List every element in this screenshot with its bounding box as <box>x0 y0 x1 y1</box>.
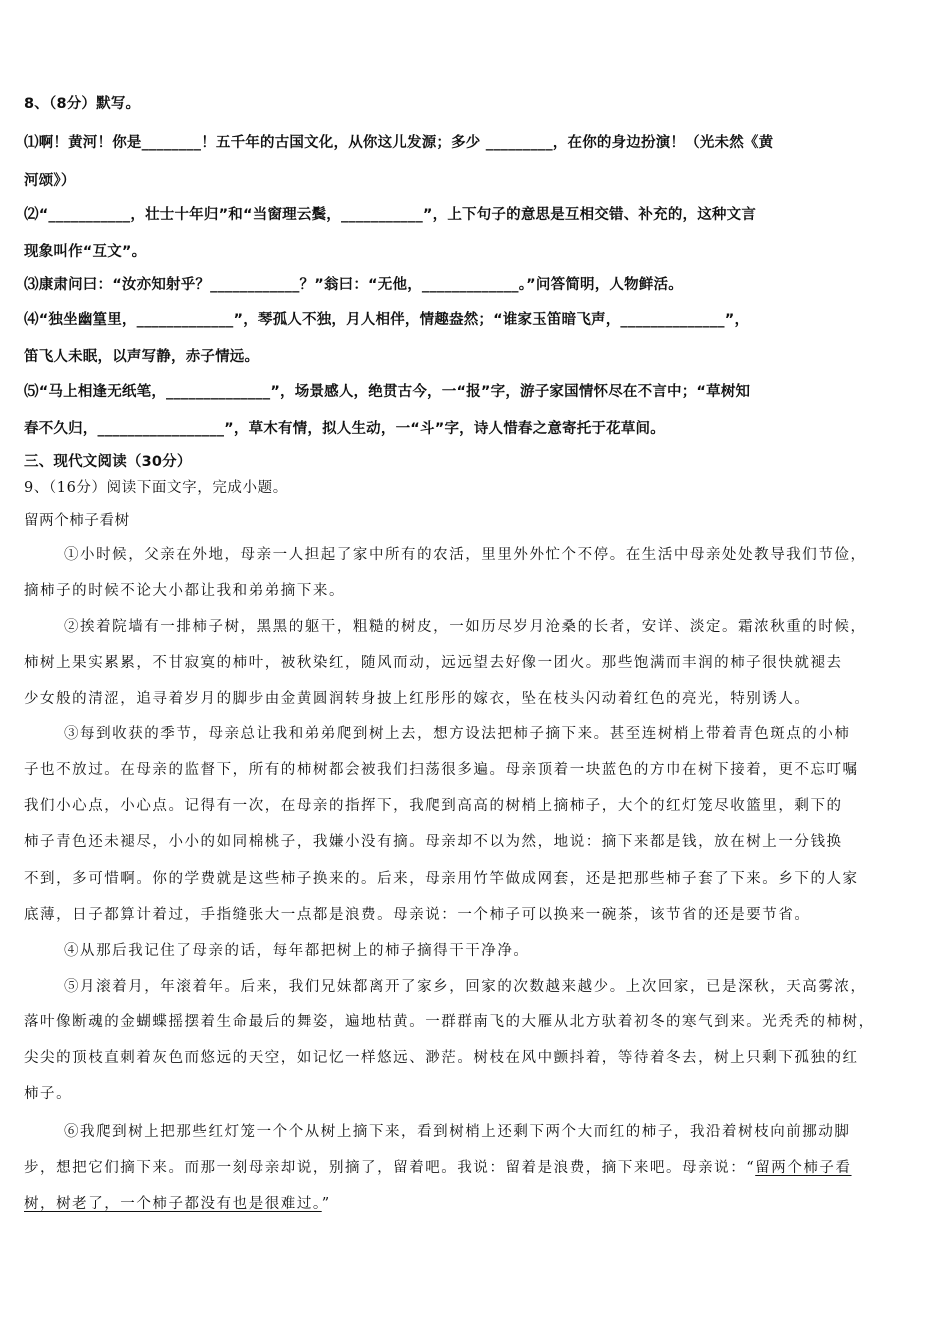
paragraph-6-line-2-text: 步，想把它们摘下来。而那一刻母亲却说，别摘了，留着吧。我说：留着是浪费，摘下来吧。母亲说：“ <box>24 1160 756 1176</box>
q8-line-3: ⑵“___________，壮士十年归”和“当窗理云鬓，___________”，上下句子的意思是互相交错、补充的，这种文言 <box>24 207 757 223</box>
q8-line-5: ⑶康肃问曰：“汝亦知射乎？____________？”翁曰：“无他，_____________。”问答简明，人物鲜活。 <box>24 277 683 293</box>
q8-line-9: 春不久归，_________________”，草木有情，拟人生动，一“斗”字，诗人惜春之意寄托于花草间。 <box>24 421 665 437</box>
paragraph-3-line-5: 不到，多可惜啊。你的学费就是这些柿子换来的。后来，母亲用竹竿做成网套，还是把那些柿子套了下来。乡下的人家 <box>24 871 859 887</box>
paragraph-2-line-3: 少女般的清涩，追寻着岁月的脚步由金黄圆润转身披上红彤彤的嫁衣，坠在枝头闪动着红色的亮光，特别诱人。 <box>24 691 811 707</box>
paragraph-5-line-3: 尖尖的顶枝直刺着灰色而悠远的天空，如记忆一样悠远、渺茫。树枝在风中颤抖着，等待着冬去，树上只剩下孤独的红 <box>24 1050 859 1066</box>
paragraph-2-line-2: 柿树上果实累累，不甘寂寞的柿叶，被秋染红，随风而动，远远望去好像一团火。那些饱满而丰润的柿子很快就褪去 <box>24 655 843 671</box>
paragraph-3-line-3: 我们小心点，小心点。记得有一次，在母亲的指挥下，我爬到高高的树梢上摘柿子，大个的红灯笼尽收篮里，剩下的 <box>24 798 843 814</box>
underlined-quote-part-1: 留两个柿子看 <box>755 1160 852 1176</box>
q8-line-1: ⑴啊！黄河！你是________！五千年的古国文化，从你这儿发源；多少 _________，在你的身边扮演！（光未然《黄 <box>24 135 774 151</box>
paragraph-1-line-2: 摘柿子的时候不论大小都让我和弟弟摘下来。 <box>24 583 345 599</box>
q8-line-7: 笛飞人未眠，以声写静，赤子情远。 <box>24 349 260 365</box>
paragraph-6-line-2 <box>24 1161 852 1176</box>
q8-line-6: ⑷“独坐幽篁里，_____________”，琴孤人不独，月人相伴，情趣盎然；“谁家玉笛暗飞声，______________”， <box>24 312 750 328</box>
paragraph-3-line-4: 柿子青色还未褪尽，小小的如同棉桃子，我嫌小没有摘。母亲却不以为然，地说：摘下来都是钱，放在树上一分钱换 <box>24 834 843 850</box>
paragraph-1-line-1: ①小时候，父亲在外地，母亲一人担起了家中所有的农活，里里外外忙个不停。在生活中母亲处处教导我们节俭， <box>64 547 867 563</box>
paragraph-4-line-1: ④从那后我记住了母亲的话，每年都把树上的柿子摘得干干净净。 <box>64 943 530 959</box>
paragraph-6-line-3 <box>24 1197 331 1212</box>
q8-header: 8、（8分）默写。 <box>24 96 141 112</box>
q9-header: 9、（16分）阅读下面文字，完成小题。 <box>24 480 288 496</box>
paragraph-6-line-1: ⑥我爬到树上把那些红灯笼一个个从树上摘下来，看到树梢上还剩下两个大而红的柿子，我沿着树枝向前挪动脚 <box>64 1124 851 1140</box>
article-title: 留两个柿子看树 <box>24 513 130 529</box>
paragraph-5-line-1: ⑤月滚着月，年滚着年。后来，我们兄妹都离开了家乡，回家的次数越来越少。上次回家，已是深秋，天高雾浓， <box>64 979 867 995</box>
q8-line-4: 现象叫作“互文”。 <box>24 244 147 260</box>
paragraph-5-line-4: 柿子。 <box>24 1086 73 1102</box>
paragraph-3-line-1: ③每到收获的季节，母亲总让我和弟弟爬到树上去，想方设法把柿子摘下来。甚至连树梢上带着青色斑点的小柿 <box>64 726 851 742</box>
paragraph-3-line-2: 子也不放过。在母亲的监督下，所有的柿树都会被我们扫荡很多遍。母亲顶着一块蓝色的方巾在树下接着，更不忘叮嘱 <box>24 762 859 778</box>
underlined-quote-part-2: 树，树老了，一个柿子都没有也是很难过。 <box>24 1196 322 1212</box>
paragraph-5-line-2: 落叶像断魂的金蝴蝶摇摆着生命最后的舞姿，遍地枯黄。一群群南飞的大雁从北方驮着初冬的寒气到来。光秃秃的柿树， <box>24 1014 875 1030</box>
section-title: 三、现代文阅读（30分） <box>24 454 192 470</box>
paragraph-3-line-6: 底薄，日子都算计着过，手指缝张大一点都是浪费。母亲说：一个柿子可以换来一碗茶，该节省的还是要节省。 <box>24 907 811 923</box>
closing-quote: ” <box>321 1196 331 1212</box>
q8-line-8: ⑸“马上相逢无纸笔，______________”，场景感人，绝贯古今，一“报”字，游子家国情怀尽在不言中；“草树知 <box>24 384 751 400</box>
q8-line-2: 河颂》） <box>24 173 76 189</box>
paragraph-2-line-1: ②挨着院墙有一排柿子树，黑黑的躯干，粗糙的树皮，一如历尽岁月沧桑的长者，安详、淡定。霜浓秋重的时候， <box>64 619 867 635</box>
